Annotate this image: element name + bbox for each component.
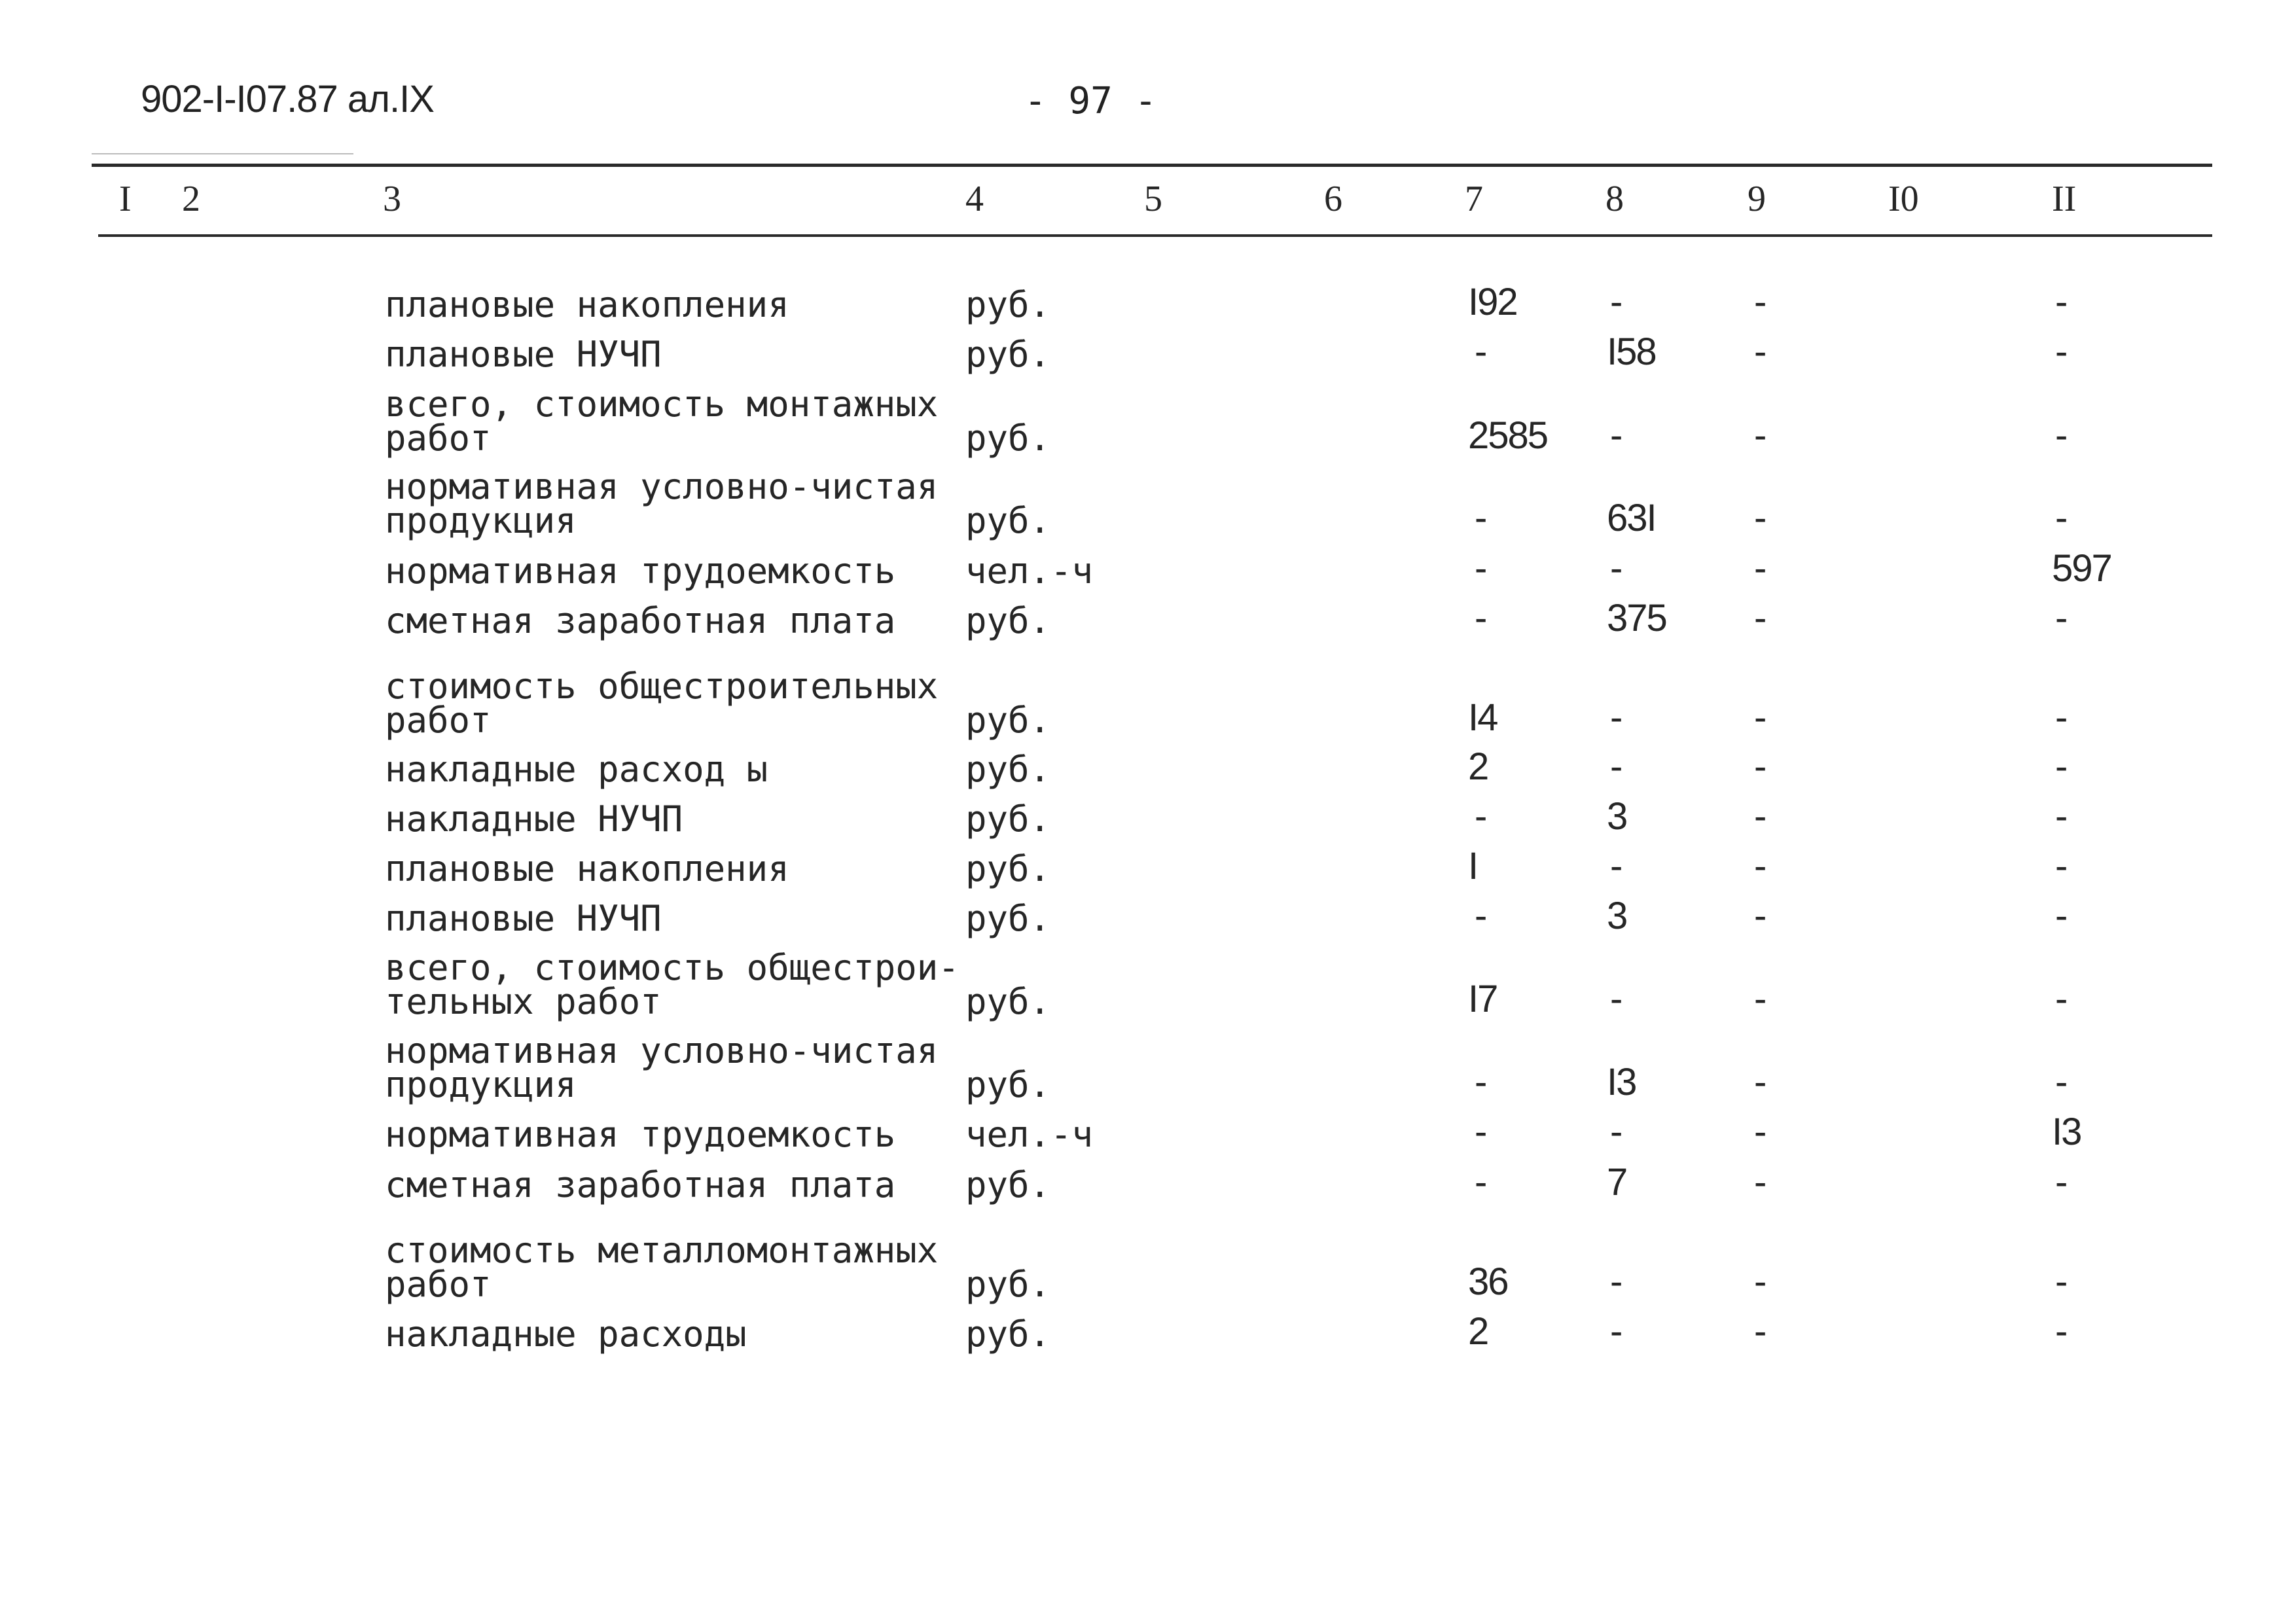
row-3-col-8: - (1610, 414, 1622, 457)
table-header-rule (98, 234, 2212, 237)
row-12-col-9: - (1754, 978, 1766, 1020)
row-6-col-7: - (1475, 597, 1486, 639)
row-10-col-8: - (1610, 845, 1622, 887)
row-4-col-9: - (1754, 497, 1766, 539)
row-7-unit: руб. (965, 700, 1051, 741)
row-1-name-line-1: плановые накопления (385, 284, 789, 325)
row-15-unit: руб. (965, 1164, 1051, 1205)
row-3-col-11: - (2055, 414, 2067, 457)
row-4-col-7: - (1475, 497, 1486, 539)
row-8-col-7: 2 (1468, 745, 1488, 788)
row-17-col-11: - (2055, 1310, 2067, 1353)
row-17-name-line-1: накладные расходы (385, 1313, 747, 1355)
row-13-name-line-2: продукция (385, 1064, 577, 1105)
row-8-unit: руб. (965, 749, 1051, 790)
page-number: - 97 - (1024, 80, 1157, 122)
row-3-col-7: 2585 (1468, 414, 1548, 457)
row-12-col-8: - (1610, 978, 1622, 1020)
row-17-col-9: - (1754, 1310, 1766, 1353)
row-9-unit: руб. (965, 798, 1051, 840)
row-5-col-8: - (1610, 547, 1622, 590)
row-11-col-8: 3 (1607, 895, 1627, 937)
row-7-name-line-2: работ (385, 700, 492, 741)
column-header-4: 4 (965, 179, 984, 219)
document-code: 902-I-I07.87 ал.IX (141, 78, 434, 120)
column-header-10: I0 (1888, 179, 1919, 219)
column-header-1: I (119, 179, 132, 219)
row-16-unit: руб. (965, 1264, 1051, 1305)
row-13-col-7: - (1475, 1061, 1486, 1103)
row-14-col-9: - (1754, 1111, 1766, 1153)
column-header-6: 6 (1324, 179, 1342, 219)
row-6-col-9: - (1754, 597, 1766, 639)
row-5-name-line-1: нормативная трудоемкость (385, 550, 896, 592)
column-header-3: 3 (383, 179, 401, 219)
row-12-name-line-1: всего, стоимость общестрои- (385, 947, 960, 988)
row-9-name-line-1: накладные НУЧП (385, 798, 683, 840)
row-15-col-8: 7 (1607, 1161, 1627, 1204)
row-3-unit: руб. (965, 418, 1051, 459)
row-4-col-8: 63I (1607, 497, 1656, 539)
row-6-name-line-1: сметная заработная плата (385, 600, 896, 641)
row-8-col-11: - (2055, 745, 2067, 788)
row-10-col-11: - (2055, 845, 2067, 887)
row-5-col-11: 597 (2052, 547, 2111, 590)
row-3-name-line-1: всего, стоимость монтажных (385, 383, 939, 425)
row-16-col-9: - (1754, 1260, 1766, 1303)
row-17-col-7: 2 (1468, 1310, 1488, 1353)
row-1-col-9: - (1754, 281, 1766, 323)
row-12-col-7: I7 (1468, 978, 1498, 1020)
row-16-col-7: 36 (1468, 1260, 1508, 1303)
column-header-5: 5 (1144, 179, 1162, 219)
row-4-unit: руб. (965, 500, 1051, 541)
row-6-col-8: 375 (1607, 597, 1666, 639)
row-10-unit: руб. (965, 848, 1051, 889)
row-3-name-line-2: работ (385, 418, 492, 459)
row-5-unit: чел.-ч (965, 550, 1094, 592)
row-15-col-11: - (2055, 1161, 2067, 1204)
row-9-col-7: - (1475, 795, 1486, 838)
row-14-name-line-1: нормативная трудоемкость (385, 1114, 896, 1155)
row-2-col-9: - (1754, 330, 1766, 373)
row-1-col-8: - (1610, 281, 1622, 323)
row-9-col-11: - (2055, 795, 2067, 838)
row-7-col-7: I4 (1468, 696, 1498, 739)
column-header-7: 7 (1465, 179, 1483, 219)
row-6-col-11: - (2055, 597, 2067, 639)
row-16-name-line-1: стоимость металломонтажных (385, 1230, 939, 1271)
row-2-name-line-1: плановые НУЧП (385, 334, 662, 375)
row-12-col-11: - (2055, 978, 2067, 1020)
row-10-col-7: I (1468, 845, 1478, 887)
row-1-col-11: - (2055, 281, 2067, 323)
row-11-col-9: - (1754, 895, 1766, 937)
row-4-col-11: - (2055, 497, 2067, 539)
column-header-2: 2 (182, 179, 200, 219)
row-8-col-9: - (1754, 745, 1766, 788)
row-13-col-11: - (2055, 1061, 2067, 1103)
row-7-col-8: - (1610, 696, 1622, 739)
row-11-unit: руб. (965, 898, 1051, 939)
row-12-unit: руб. (965, 981, 1051, 1022)
row-17-col-8: - (1610, 1310, 1622, 1353)
row-9-col-8: 3 (1607, 795, 1627, 838)
row-14-col-8: - (1610, 1111, 1622, 1153)
row-8-name-line-1: накладные расход ы (385, 749, 768, 790)
row-15-col-7: - (1475, 1161, 1486, 1204)
row-12-name-line-2: тельных работ (385, 981, 662, 1022)
row-13-name-line-1: нормативная условно-чистая (385, 1030, 939, 1071)
row-14-col-7: - (1475, 1111, 1486, 1153)
row-6-unit: руб. (965, 600, 1051, 641)
row-7-col-11: - (2055, 696, 2067, 739)
column-header-8: 8 (1605, 179, 1624, 219)
column-header-9: 9 (1748, 179, 1766, 219)
row-10-name-line-1: плановые накопления (385, 848, 789, 889)
row-17-unit: руб. (965, 1313, 1051, 1355)
row-8-col-8: - (1610, 745, 1622, 788)
row-4-name-line-2: продукция (385, 500, 577, 541)
row-10-col-9: - (1754, 845, 1766, 887)
row-14-unit: чел.-ч (965, 1114, 1094, 1155)
row-1-unit: руб. (965, 284, 1051, 325)
row-11-col-7: - (1475, 895, 1486, 937)
column-header-11: II (2052, 179, 2077, 219)
row-13-col-9: - (1754, 1061, 1766, 1103)
row-2-col-8: I58 (1607, 330, 1656, 373)
table-top-rule (92, 164, 2212, 167)
row-16-name-line-2: работ (385, 1264, 492, 1305)
row-5-col-7: - (1475, 547, 1486, 590)
row-11-name-line-1: плановые НУЧП (385, 898, 662, 939)
row-15-name-line-1: сметная заработная плата (385, 1164, 896, 1205)
row-9-col-9: - (1754, 795, 1766, 838)
row-1-col-7: I92 (1468, 281, 1517, 323)
row-2-col-11: - (2055, 330, 2067, 373)
row-15-col-9: - (1754, 1161, 1766, 1204)
row-3-col-9: - (1754, 414, 1766, 457)
row-7-col-9: - (1754, 696, 1766, 739)
row-5-col-9: - (1754, 547, 1766, 590)
row-16-col-11: - (2055, 1260, 2067, 1303)
row-2-col-7: - (1475, 330, 1486, 373)
row-7-name-line-1: стоимость общестроительных (385, 666, 939, 707)
row-14-col-11: I3 (2052, 1111, 2081, 1153)
header-rule-faint (92, 153, 353, 154)
row-13-col-8: I3 (1607, 1061, 1636, 1103)
row-4-name-line-1: нормативная условно-чистая (385, 466, 939, 507)
row-16-col-8: - (1610, 1260, 1622, 1303)
row-13-unit: руб. (965, 1064, 1051, 1105)
row-2-unit: руб. (965, 334, 1051, 375)
row-11-col-11: - (2055, 895, 2067, 937)
